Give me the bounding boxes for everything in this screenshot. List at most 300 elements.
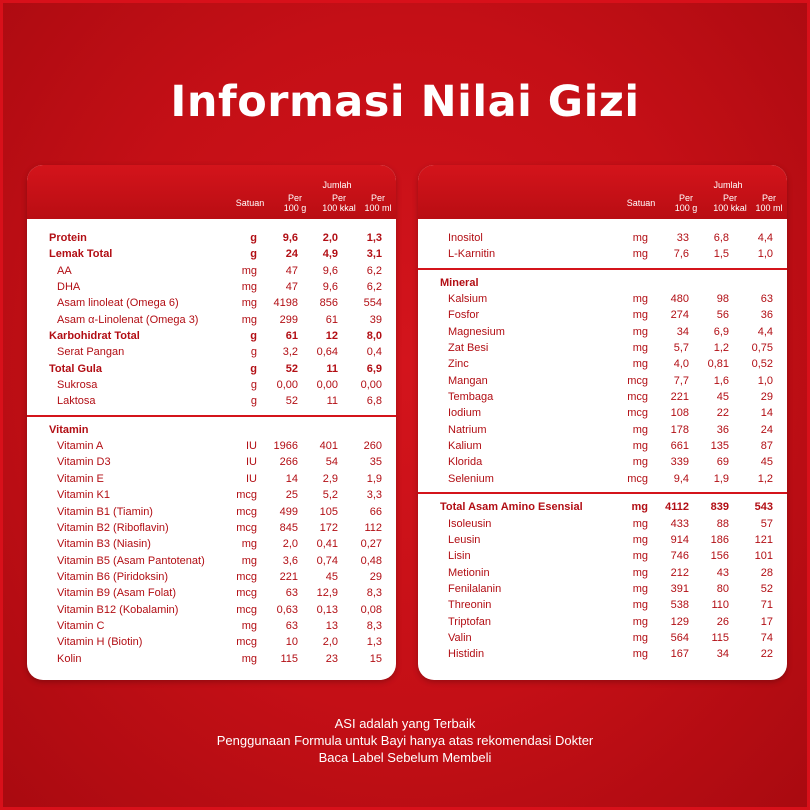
nutrient-vml: 0,08 xyxy=(360,603,382,616)
nutrient-vkkal: 12 xyxy=(325,330,338,343)
nutrient-v100g: 167 xyxy=(670,648,689,661)
nutrient-vkkal: 1,6 xyxy=(713,374,729,387)
nutrient-name: Selenium xyxy=(448,472,494,485)
nutrient-unit: mcg xyxy=(236,603,257,616)
header-per-100ml: Per 100 ml xyxy=(755,193,783,213)
nutrient-name: Vitamin xyxy=(49,423,89,436)
nutrient-vml: 39 xyxy=(369,313,382,326)
nutrient-v100g: 47 xyxy=(285,281,298,294)
nutrient-row xyxy=(27,472,396,488)
nutrient-row xyxy=(27,345,396,361)
nutrient-unit: g xyxy=(250,330,257,343)
nutrient-unit: g xyxy=(250,232,257,244)
nutrient-v100g: 914 xyxy=(670,533,689,546)
nutrient-unit: mg xyxy=(632,456,648,469)
nutrient-v100g: 480 xyxy=(670,293,689,306)
nutrient-vkkal: 156 xyxy=(710,550,729,563)
nutrient-unit: mcg xyxy=(627,472,648,485)
nutrient-name: Vitamin B3 (Niasin) xyxy=(57,538,151,551)
nutrient-row xyxy=(27,362,396,378)
nutrient-name: Kalsium xyxy=(448,293,488,306)
nutrient-vml: 45 xyxy=(760,456,773,469)
nutrient-v100g: 9,6 xyxy=(282,232,298,244)
nutrient-name: Asam linoleat (Omega 6) xyxy=(57,297,179,310)
nutrient-vkkal: 0,41 xyxy=(316,538,338,551)
nutrient-vml: 4,4 xyxy=(757,325,773,338)
nutrient-vkkal: 172 xyxy=(319,521,338,534)
nutrient-vml: 1,3 xyxy=(366,232,382,244)
nutrient-vml: 1,0 xyxy=(757,374,773,387)
nutrient-vkkal: 36 xyxy=(716,423,729,436)
nutrient-unit: IU xyxy=(246,472,257,485)
nutrient-name: DHA xyxy=(57,281,81,294)
header-per-100kkal: Per 100 kkal xyxy=(713,193,747,213)
nutrient-vml: 0,27 xyxy=(360,538,382,551)
nutrient-unit: g xyxy=(250,395,257,408)
nutrient-v100g: 746 xyxy=(670,550,689,563)
nutrient-unit: mcg xyxy=(627,407,648,420)
nutrient-unit: mg xyxy=(241,619,257,632)
nutrient-row xyxy=(418,341,787,357)
nutrient-vml: 71 xyxy=(760,599,773,612)
header-per-100g: Per 100 g xyxy=(283,193,307,213)
nutrient-vkkal: 401 xyxy=(319,440,338,453)
nutrient-name: Valin xyxy=(448,631,472,644)
nutrient-vml: 1,0 xyxy=(757,248,773,261)
nutrient-vkkal: 1,2 xyxy=(713,342,729,355)
nutrient-v100g: 433 xyxy=(670,517,689,530)
nutrient-name: Sukrosa xyxy=(57,379,98,392)
nutrient-row xyxy=(418,500,787,516)
nutrient-row xyxy=(418,631,787,647)
nutrient-unit: mg xyxy=(632,550,648,563)
nutrient-unit: mcg xyxy=(627,374,648,387)
nutrient-name: Total Gula xyxy=(49,362,102,375)
nutrient-v100g: 221 xyxy=(279,570,298,583)
nutrient-vkkal: 45 xyxy=(325,570,338,583)
nutrient-vkkal: 45 xyxy=(716,391,729,404)
nutrient-vml: 29 xyxy=(760,391,773,404)
nutrient-v100g: 564 xyxy=(670,631,689,644)
nutrient-vml: 3,1 xyxy=(366,248,382,261)
header-satuan: Satuan xyxy=(626,198,656,208)
nutrient-name: Fenilalanin xyxy=(448,582,502,595)
nutrient-v100g: 9,4 xyxy=(673,472,689,485)
header-jumlah: Jumlah xyxy=(713,180,743,190)
nutrient-unit: mg xyxy=(241,264,257,277)
nutrient-row xyxy=(418,439,787,455)
nutrient-unit: mg xyxy=(632,232,648,244)
nutrient-vml: 57 xyxy=(760,517,773,530)
nutrient-vkkal: 4,9 xyxy=(322,248,338,261)
nutrient-v100g: 3,6 xyxy=(282,554,298,567)
nutrient-row xyxy=(418,647,787,663)
header-per-100kkal: Per 100 kkal xyxy=(322,193,356,213)
nutrient-v100g: 47 xyxy=(285,264,298,277)
nutrient-vml: 543 xyxy=(754,501,773,514)
nutrient-v100g: 52 xyxy=(285,395,298,408)
nutrient-name: Vitamin K1 xyxy=(57,489,110,502)
nutrient-row xyxy=(418,406,787,422)
nutrient-vkkal: 0,00 xyxy=(316,379,338,392)
footer-line-3: Baca Label Sebelum Membeli xyxy=(318,750,492,765)
nutrient-vml: 6,2 xyxy=(366,264,382,277)
nutrient-unit: mcg xyxy=(236,587,257,600)
nutrient-row xyxy=(27,329,396,345)
nutrient-v100g: 339 xyxy=(670,456,689,469)
nutrient-vkkal: 186 xyxy=(710,533,729,546)
nutrient-vkkal: 43 xyxy=(716,566,729,579)
nutrient-row xyxy=(27,423,396,439)
nutrient-unit: mg xyxy=(241,297,257,310)
nutrient-name: Total Asam Amino Esensial xyxy=(440,501,583,514)
nutrition-table-right xyxy=(418,165,787,680)
nutrient-v100g: 7,7 xyxy=(673,374,689,387)
nutrient-vml: 101 xyxy=(754,550,773,563)
nutrient-vml: 63 xyxy=(760,293,773,306)
nutrient-vml: 28 xyxy=(760,566,773,579)
nutrient-row xyxy=(418,325,787,341)
nutrient-vkkal: 2,0 xyxy=(322,636,338,649)
nutrient-name: Tembaga xyxy=(448,391,494,404)
nutrient-row xyxy=(27,439,396,455)
nutrient-vkkal: 0,64 xyxy=(316,346,338,359)
nutrient-vml: 0,00 xyxy=(360,379,382,392)
nutrient-vkkal: 98 xyxy=(716,293,729,306)
nutrient-vml: 1,9 xyxy=(366,472,382,485)
nutrient-name: Vitamin B6 (Piridoksin) xyxy=(57,570,169,583)
nutrient-vml: 112 xyxy=(364,521,382,534)
nutrient-vml: 22 xyxy=(760,648,773,661)
nutrient-v100g: 5,7 xyxy=(673,342,689,355)
nutrient-name: Fosfor xyxy=(448,309,480,322)
nutrient-vkkal: 9,6 xyxy=(322,281,338,294)
nutrient-name: AA xyxy=(57,264,72,277)
nutrient-vkkal: 80 xyxy=(716,582,729,595)
nutrient-vkkal: 115 xyxy=(711,631,729,644)
nutrient-v100g: 4,0 xyxy=(673,358,689,371)
nutrient-unit: mg xyxy=(632,648,648,661)
nutrient-v100g: 10 xyxy=(285,636,298,649)
nutrient-vml: 6,8 xyxy=(366,395,382,408)
table-header-left xyxy=(27,165,396,219)
nutrient-name: Protein xyxy=(49,232,87,244)
nutrient-vml: 87 xyxy=(760,440,773,453)
nutrient-unit: mcg xyxy=(236,505,257,518)
nutrient-vml: 0,4 xyxy=(366,346,382,359)
nutrient-vkkal: 105 xyxy=(319,505,338,518)
nutrient-unit: mg xyxy=(632,248,648,261)
nutrient-name: Kalium xyxy=(448,440,482,453)
nutrient-vml: 0,52 xyxy=(751,358,773,371)
nutrient-name: Vitamin B9 (Asam Folat) xyxy=(57,587,177,600)
nutrient-v100g: 25 xyxy=(285,489,298,502)
nutrient-vml: 66 xyxy=(369,505,382,518)
nutrient-vkkal: 839 xyxy=(710,501,729,514)
nutrient-v100g: 7,6 xyxy=(673,248,689,261)
nutrient-v100g: 14 xyxy=(285,472,298,485)
nutrient-row xyxy=(27,488,396,504)
nutrient-vml: 36 xyxy=(760,309,773,322)
nutrient-vml: 52 xyxy=(760,582,773,595)
nutrient-v100g: 0,00 xyxy=(276,379,298,392)
nutrient-row xyxy=(27,280,396,296)
nutrient-unit: mcg xyxy=(236,636,257,649)
nutrient-row xyxy=(418,566,787,582)
nutrient-v100g: 1966 xyxy=(273,440,298,453)
nutrient-row xyxy=(418,423,787,439)
nutrient-vkkal: 0,13 xyxy=(316,603,338,616)
nutrient-vml: 29 xyxy=(369,570,382,583)
nutrient-name: Iodium xyxy=(448,407,482,420)
nutrient-name: Magnesium xyxy=(448,325,505,338)
nutrient-row xyxy=(418,455,787,471)
nutrient-name: Vitamin E xyxy=(57,472,104,485)
nutrient-unit: mg xyxy=(632,582,648,595)
nutrient-row xyxy=(27,231,396,247)
nutrient-row xyxy=(418,533,787,549)
nutrient-row xyxy=(27,296,396,312)
nutrient-row xyxy=(27,313,396,329)
nutrient-v100g: 115 xyxy=(280,652,298,665)
nutrient-unit: mcg xyxy=(236,521,257,534)
nutrient-unit: IU xyxy=(246,456,257,469)
nutrient-vml: 1,2 xyxy=(757,472,773,485)
nutrition-table-left xyxy=(27,165,396,680)
nutrient-vkkal: 2,0 xyxy=(322,232,338,244)
table-header-right xyxy=(418,165,787,219)
nutrient-v100g: 299 xyxy=(279,313,298,326)
nutrient-v100g: 108 xyxy=(670,407,689,420)
nutrient-vkkal: 2,9 xyxy=(322,472,338,485)
nutrient-unit: mg xyxy=(632,440,648,453)
nutrient-unit: mg xyxy=(632,566,648,579)
nutrient-vkkal: 0,74 xyxy=(316,554,338,567)
nutrient-vkkal: 56 xyxy=(716,309,729,322)
nutrient-row xyxy=(27,537,396,553)
nutrient-vml: 121 xyxy=(754,533,773,546)
nutrient-row xyxy=(418,615,787,631)
nutrient-row xyxy=(27,505,396,521)
nutrient-name: Vitamin H (Biotin) xyxy=(57,636,143,649)
nutrient-row xyxy=(418,374,787,390)
nutrient-vkkal: 110 xyxy=(711,599,729,612)
nutrient-row xyxy=(418,598,787,614)
nutrient-row xyxy=(27,635,396,651)
nutrient-unit: g xyxy=(250,362,257,375)
nutrient-name: Vitamin B5 (Asam Pantotenat) xyxy=(57,554,205,567)
nutrient-name: Vitamin A xyxy=(57,440,104,453)
nutrient-vml: 1,3 xyxy=(366,636,382,649)
nutrient-name: Mangan xyxy=(448,374,488,387)
nutrient-v100g: 845 xyxy=(279,521,298,534)
nutrient-v100g: 274 xyxy=(670,309,689,322)
nutrient-row xyxy=(27,247,396,263)
nutrient-vkkal: 34 xyxy=(716,648,729,661)
nutrient-row xyxy=(27,554,396,570)
nutrient-unit: g xyxy=(250,346,257,359)
nutrient-v100g: 178 xyxy=(670,423,689,436)
header-per-100ml: Per 100 ml xyxy=(364,193,392,213)
nutrient-name: Natrium xyxy=(448,423,487,436)
nutrient-unit: mg xyxy=(632,631,648,644)
nutrient-row xyxy=(27,586,396,602)
nutrient-unit: mg xyxy=(241,281,257,294)
nutrient-vkkal: 9,6 xyxy=(322,264,338,277)
nutrient-vkkal: 26 xyxy=(716,615,729,628)
nutrient-vml: 15 xyxy=(369,652,382,665)
nutrient-vkkal: 1,9 xyxy=(713,472,729,485)
nutrient-vml: 8,0 xyxy=(366,330,382,343)
nutrient-name: Klorida xyxy=(448,456,483,469)
nutrient-name: Mineral xyxy=(440,276,479,289)
header-jumlah: Jumlah xyxy=(322,180,352,190)
nutrient-vml: 14 xyxy=(760,407,773,420)
nutrient-unit: mg xyxy=(632,342,648,355)
nutrient-name: Lisin xyxy=(448,550,471,563)
nutrient-unit: mg xyxy=(632,517,648,530)
nutrient-v100g: 34 xyxy=(676,325,689,338)
nutrient-name: L-Karnitin xyxy=(448,248,496,261)
nutrient-row xyxy=(27,394,396,410)
nutrient-row xyxy=(27,521,396,537)
nutrient-row xyxy=(27,570,396,586)
nutrient-row xyxy=(418,390,787,406)
nutrient-v100g: 499 xyxy=(279,505,298,518)
nutrient-unit: mg xyxy=(632,309,648,322)
nutrient-name: Karbohidrat Total xyxy=(49,330,140,343)
nutrient-name: Inositol xyxy=(448,232,483,244)
nutrient-row xyxy=(418,308,787,324)
nutrient-v100g: 391 xyxy=(670,582,689,595)
nutrient-name: Vitamin D3 xyxy=(57,456,111,469)
nutrient-unit: mg xyxy=(241,313,257,326)
nutrient-unit: mcg xyxy=(627,391,648,404)
nutrient-vml: 17 xyxy=(760,615,773,628)
nutrient-name: Vitamin C xyxy=(57,619,105,632)
nutrient-row xyxy=(418,549,787,565)
nutrient-row xyxy=(418,357,787,373)
nutrient-v100g: 63 xyxy=(285,619,298,632)
table-body-right xyxy=(418,231,787,664)
nutrient-vkkal: 5,2 xyxy=(322,489,338,502)
nutrient-vkkal: 0,81 xyxy=(707,358,729,371)
nutrient-vml: 6,2 xyxy=(366,281,382,294)
nutrient-row xyxy=(418,582,787,598)
nutrient-unit: mg xyxy=(632,599,648,612)
nutrient-name: Kolin xyxy=(57,652,82,665)
nutrient-unit: IU xyxy=(246,440,257,453)
nutrient-v100g: 52 xyxy=(285,362,298,375)
nutrient-v100g: 221 xyxy=(670,391,689,404)
nutrient-v100g: 266 xyxy=(279,456,298,469)
nutrient-vkkal: 54 xyxy=(325,456,338,469)
nutrient-vkkal: 88 xyxy=(716,517,729,530)
nutrient-vml: 74 xyxy=(760,631,773,644)
nutrient-name: Histidin xyxy=(448,648,485,661)
nutrient-unit: mg xyxy=(632,325,648,338)
nutrient-vkkal: 856 xyxy=(319,297,338,310)
nutrient-unit: mg xyxy=(631,501,648,514)
nutrient-v100g: 24 xyxy=(285,248,298,261)
nutrient-v100g: 661 xyxy=(670,440,689,453)
nutrient-v100g: 4198 xyxy=(273,297,298,310)
nutrient-unit: g xyxy=(250,379,257,392)
nutrient-vml: 0,75 xyxy=(751,342,773,355)
section-divider xyxy=(27,415,396,417)
nutrient-row xyxy=(27,619,396,635)
nutrient-unit: g xyxy=(250,248,257,261)
nutrient-vml: 8,3 xyxy=(366,619,382,632)
nutrient-v100g: 4112 xyxy=(665,501,689,514)
nutrient-unit: mg xyxy=(241,538,257,551)
nutrient-vkkal: 12,9 xyxy=(316,587,338,600)
nutrient-vkkal: 22 xyxy=(716,407,729,420)
nutrient-vml: 0,48 xyxy=(360,554,382,567)
header-satuan: Satuan xyxy=(235,198,265,208)
nutrient-name: Serat Pangan xyxy=(57,346,125,359)
footer-line-2: Penggunaan Formula untuk Bayi hanya atas rekomendasi Dokter xyxy=(216,733,594,748)
nutrient-v100g: 2,0 xyxy=(282,538,298,551)
nutrient-name: Vitamin B1 (Tiamin) xyxy=(57,505,153,518)
nutrient-name: Asam α-Linolenat (Omega 3) xyxy=(57,313,199,326)
nutrient-v100g: 0,63 xyxy=(276,603,298,616)
nutrient-unit: mg xyxy=(632,293,648,306)
nutrient-vml: 3,3 xyxy=(366,489,382,502)
section-divider xyxy=(418,268,787,270)
nutrient-vml: 554 xyxy=(363,297,382,310)
nutrient-v100g: 3,2 xyxy=(282,346,298,359)
nutrient-row xyxy=(27,652,396,668)
nutrient-row xyxy=(418,517,787,533)
footer-line-1: ASI adalah yang Terbaik xyxy=(334,716,476,731)
nutrient-v100g: 63 xyxy=(285,587,298,600)
nutrient-name: Vitamin B12 (Kobalamin) xyxy=(57,603,179,616)
nutrient-name: Leusin xyxy=(448,533,481,546)
nutrient-name: Vitamin B2 (Riboflavin) xyxy=(57,521,169,534)
nutrient-row xyxy=(418,276,787,292)
nutrient-name: Triptofan xyxy=(448,615,492,628)
nutrient-v100g: 61 xyxy=(285,330,298,343)
nutrient-row xyxy=(27,264,396,280)
nutrient-unit: mg xyxy=(632,615,648,628)
nutrient-unit: mcg xyxy=(236,489,257,502)
nutrient-v100g: 212 xyxy=(670,566,689,579)
nutrient-vkkal: 6,8 xyxy=(713,232,729,244)
nutrient-vkkal: 1,5 xyxy=(713,248,729,261)
nutrient-v100g: 33 xyxy=(676,232,689,244)
nutrient-v100g: 129 xyxy=(670,615,689,628)
header-per-100g: Per 100 g xyxy=(674,193,698,213)
nutrient-name: Zat Besi xyxy=(448,342,489,355)
table-body-left xyxy=(27,231,396,668)
page-title: Informasi Nilai Gizi xyxy=(170,77,640,127)
nutrient-name: Metionin xyxy=(448,566,490,579)
nutrient-vkkal: 6,9 xyxy=(713,325,729,338)
nutrient-vml: 260 xyxy=(363,440,382,453)
nutrient-row xyxy=(418,231,787,247)
nutrient-vml: 24 xyxy=(760,423,773,436)
nutrient-row xyxy=(418,247,787,263)
nutrient-name: Isoleusin xyxy=(448,517,492,530)
nutrient-unit: mg xyxy=(632,423,648,436)
nutrient-row xyxy=(418,292,787,308)
nutrient-vkkal: 61 xyxy=(325,313,338,326)
nutrient-vkkal: 11 xyxy=(326,362,338,375)
nutrient-vml: 4,4 xyxy=(757,232,773,244)
nutrient-row xyxy=(27,455,396,471)
nutrient-unit: mg xyxy=(241,554,257,567)
